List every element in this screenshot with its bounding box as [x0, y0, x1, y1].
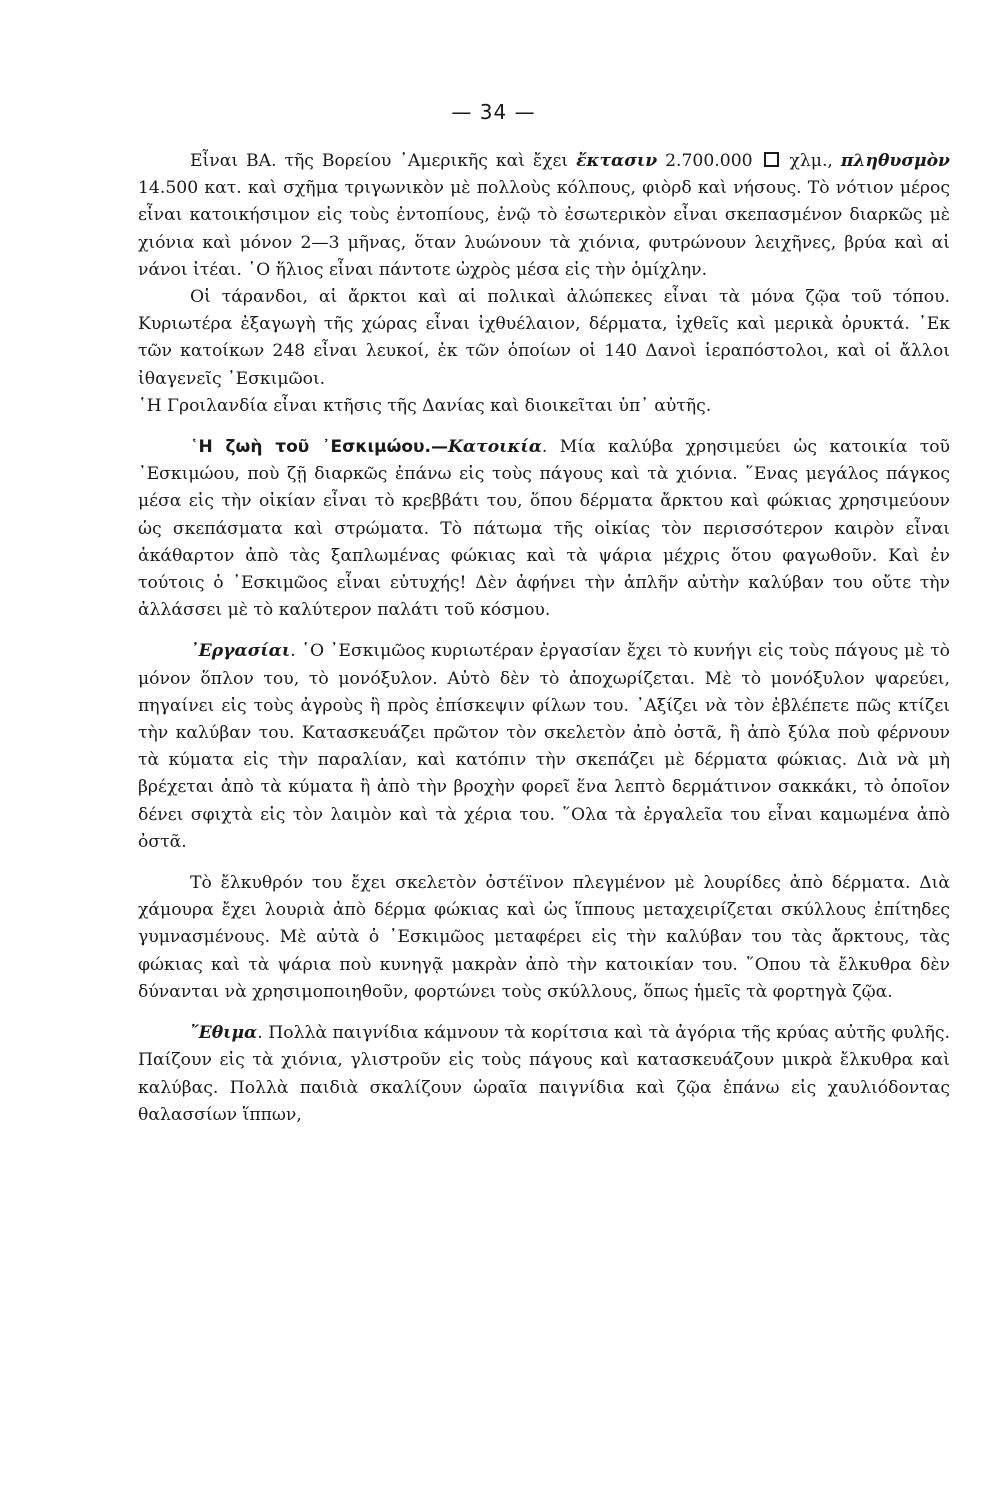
paragraph-sledge: Τὸ ἔλκυθρόν του ἔχει σκελετὸν ὀστέϊνον πλεγμένον μὲ λουρίδες ἀπὸ δέρματα. Διὰ χάμουρα ἔχει λουριὰ ἀπὸ δέρμα φώκιας καὶ ὡς ἵππους μεταχειρίζεται σκύλλους ἐπίτηδες γυμνασμένους. Μὲ αὐτὰ ὁ ᾿Εσκιμῶος μεταφέρει εἰς τὴν καλύβαν του τὰς ἄρκτους, τὰς φώκιας καὶ τὰ ψάρια ποὺ κυνηγᾷ μακρὰν ἀπὸ τὴν κατοικίαν του. ῞Οπου τὰ ἔλκυθρα δὲν δύνανται νὰ χρησιμοποιηθοῦν, φορτώνει τοὺς σκύλλους, ὅπως ἡμεῖς τὰ φορτηγὰ ζῷα. — [138, 873, 950, 1002]
text-span: . ῾Ο ᾿Εσκιμῶος κυριωτέραν ἐργασίαν ἔχει τὸ κυνήγι εἰς τοὺς πάγους μὲ τὸ μόνον ὅπλον του, τὸ μονόξυλον. Αὐτὸ δὲν τὸ ἀποχωρίζεται. Μὲ τὸ μονόξυλον ψαρεύει, πηγαίνει εἰς τοὺς ἀγροὺς ἢ πρὸς ἐπίσκεψιν φίλων του. ᾿Αξίζει νὰ τὸν ἐβλέπετε πῶς κτίζει τὴν καλύβαν του. Κατασκευάζει πρῶτον τὸν σκελετὸν ἀπὸ ὀστᾶ, ἢ ἀπὸ ξύλα ποὺ φέρνουν τὰ κύματα εἰς τὴν παραλίαν, καὶ κατόπιν τὴν σκεπάζει μὲ δέρματα φώκιας. Διὰ νὰ μὴ βρέχεται ἀπὸ τὰ κύματα ἢ ἀπὸ τὴν βροχὴν φορεῖ ἕνα λεπτὸ δερμάτινον σακκάκι, τὸ ὁποῖον δένει σφιχτὰ εἰς τὸν λαιμὸν καὶ τὰ χέρια του. ῞Ολα τὰ ἐργαλεῖα του εἶναι καμωμένα ἀπὸ ὀστᾶ. — [138, 641, 950, 852]
page-number: — 34 — — [451, 100, 536, 124]
text-span: χλμ., — [781, 151, 841, 171]
text-span: 2.700.000 — [657, 151, 761, 171]
paragraph-work — [138, 638, 950, 856]
term-area: ἔκτασιν — [576, 151, 658, 171]
square-icon — [764, 152, 779, 167]
term-customs: ῎Εθιμα — [190, 1023, 258, 1044]
section-title: ῾Η ζωὴ τοῦ ᾿Εσκιμώου.— — [190, 437, 448, 458]
body-text — [138, 148, 950, 1129]
paragraph-customs — [138, 1020, 950, 1129]
text-span: . Πολλὰ παιγνίδια κάμνουν τὰ κορίτσια καὶ τὰ ἀγόρια τῆς κρύας αὐτῆς φυλῆς. Παίζουν εἰς τὰ χιόνια, γλιστροῦν εἰς τοὺς πάγους καὶ κατασκευάζουν μικρὰ ἔλκυθρα καὶ καλύβας. Πολλὰ παιδιὰ σκαλίζουν ὡραῖα παιγνίδια καὶ ζῷα ἐπάνω εἰς χαυλιόδοντας θαλασσίων ἵππων, — [138, 1023, 950, 1125]
term-population: πληθυσμὸν — [840, 151, 950, 171]
paragraph-greenland-intro — [138, 148, 950, 284]
term-dwelling: Κατοικία — [447, 437, 542, 458]
term-work: ᾿Εργασίαι — [190, 641, 291, 662]
text-span: Εἶναι ΒΑ. τῆς Βορείου ᾿Αμερικῆς καὶ ἔχει — [190, 151, 577, 171]
text-span: 14.500 κατ. καὶ σχῆμα τριγωνικὸν μὲ πολλοὺς κόλπους, φιὸρδ καὶ νήσους. Τὸ νότιον μέρος εἶναι κατοικήσιμον εἰς τοὺς ἐντοπίους, ἐνῷ τὸ ἐσωτερικὸν εἶναι σκεπασμένον διαρκῶς μὲ χιόνια καὶ μόνον 2—3 μῆνας, ὅταν λυώνουν τὰ χιόνια, φυτρώνουν λειχῆνες, βρύα καὶ αἱ νάνοι ἰτέαι. ῾Ο ἥλιος εἶναι πάντοτε ὠχρὸς μέσα εἰς τὴν ὁμίχλην. — [138, 178, 950, 280]
text-span: . Μία καλύβα χρησιμεύει ὡς κατοικία τοῦ ᾿Εσκιμώου, ποὺ ζῇ διαρκῶς ἐπάνω εἰς τοὺς πάγους καὶ τὰ χιόνια. ῞Ενας μεγάλος πάγκος μέσα εἰς τὴν οἰκίαν εἶναι τὸ κρεββάτι του, ὅπου δέρματα ἄρκτου καὶ φώκιας χρησιμεύουν ὡς σκεπάσματα καὶ στρώματα. Τὸ πάτωμα τῆς οἰκίας τὸν περισσότερον καιρὸν εἶναι ἀκάθαρτον ἀπὸ τὰς ξαπλωμένας φώκιας καὶ τὰ ψάρια μέχρις ὅτου φαγωθοῦν. Καὶ ἐν τούτοις ὁ ᾿Εσκιμῶος εἶναι εὐτυχής! Δὲν ἀφήνει τὴν ἁπλῆν αὐτὴν καλύβαν του οὔτε τὴν ἀλλάσσει μὲ τὸ καλύτερον παλάτι τοῦ κόσμου. — [138, 437, 950, 621]
paragraph-fauna: Οἱ τάρανδοι, αἱ ἄρκτοι καὶ αἱ πολικαὶ ἀλώπεκες εἶναι τὰ μόνα ζῷα τοῦ τόπου. Κυριωτέρα ἐξαγωγὴ τῆς χώρας εἶναι ἰχθυέλαιον, δέρματα, ἰχθεῖς καὶ μερικὰ ὀρυκτά. ᾿Εκ τῶν κατοίκων 248 εἶναι λευκοί, ἐκ τῶν ὁποίων οἱ 140 Δανοὶ ἱεραπόστολοι, καὶ οἱ ἄλλοι ἰθαγενεῖς ᾿Εσκιμῶοι. — [138, 287, 950, 389]
paragraph-administration: ῾Η Γροιλανδία εἶναι κτῆσις τῆς Δανίας καὶ διοικεῖται ὑπ᾿ αὐτῆς. — [138, 395, 712, 416]
paragraph-dwelling — [138, 434, 950, 624]
